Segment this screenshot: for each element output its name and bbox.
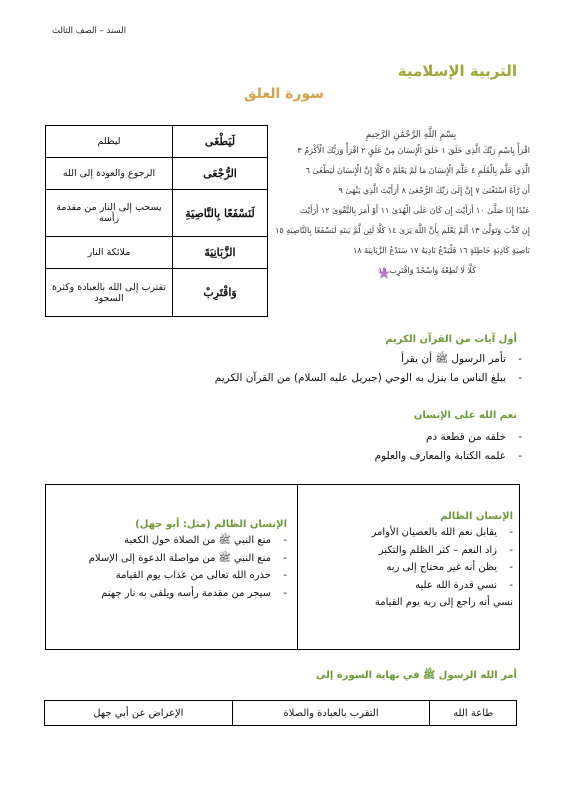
command-cell: التقرب بالعبادة والصلاة xyxy=(232,701,430,726)
list-item: -زاد النعم – كثر الظلم والتكبر xyxy=(378,544,513,556)
list-item: -يقابل نعم الله بالعصيان الأوامر xyxy=(371,527,513,538)
unjust-example-title: الإنسان الظالم (مثل: أبو جهل) xyxy=(135,519,287,530)
quran-line: إِن كَذَّبَ وَتَوَلَّىٰ ١٣ أَلَمْ يَعْلَم بِأَنَّ اللَّهَ يَرَىٰ ١٤ كَلَّا لَئِن لَّمْ يَنتَهِ لَنَسْفَعًا بِالنَّاصِيَةِ ١٥ xyxy=(275,226,530,235)
unjust-example-list xyxy=(55,532,287,602)
unjust-man-last-line: نسي أنه راجع إلى ربه يوم القيامة xyxy=(374,597,513,608)
vocab-row xyxy=(46,189,268,237)
list-item: -نسي قدرة الله عليه xyxy=(415,579,513,591)
vocab-row xyxy=(46,126,268,158)
list-item: -سيجر من مقدمة رأسه ويلقى به نار جهنم xyxy=(101,587,287,599)
unjust-man-column xyxy=(301,511,513,611)
list-item: -تأمر الرسول ﷺ أن يقرأ xyxy=(401,353,522,365)
list-item: -منع النبي ﷺ من مواصلة الدعوة إلى الإسلام xyxy=(88,552,287,564)
comparison-box xyxy=(45,484,520,650)
box-divider xyxy=(297,485,298,649)
unjust-example-column xyxy=(55,519,287,602)
vocab-meaning: تقترب إلى الله بالعبادة وكثرة السجود xyxy=(46,269,173,317)
vocab-word: لَنَسْفَعًا بِالنَّاصِيَةِ xyxy=(173,189,268,237)
vocab-row xyxy=(46,269,268,317)
quran-line: الَّذِي عَلَّمَ بِالْقَلَمِ ٤ عَلَّمَ الْإِنسَانَ مَا لَمْ يَعْلَمْ ٥ كَلَّا إِنَّ الْإِنسَانَ لَيَطْغَىٰ ٦ xyxy=(305,166,530,175)
quran-line: اقْرَأْ بِاسْمِ رَبِّكَ الَّذِي خَلَقَ ١ خَلَقَ الْإِنسَانَ مِنْ عَلَقٍ ٢ اقْرَأْ وَرَبُّكَ الْأَكْرَمُ ٣ xyxy=(297,146,530,155)
vocab-word: الرُّجْعَى xyxy=(173,157,268,189)
blessings-list xyxy=(52,428,522,466)
list-item: -يظن أنه غير محتاج إلى ربه xyxy=(386,562,513,573)
command-title: أمر الله الرسول ﷺ في نهاية السورة إلى xyxy=(316,670,517,681)
quran-line: أَن رَّآهُ اسْتَغْنَىٰ ٧ إِنَّ إِلَىٰ رَبِّكَ الرُّجْعَىٰ ٨ أَرَأَيْتَ الَّذِي يَنْهَىٰ ٩ xyxy=(338,186,530,195)
basmala: بِسْمِ اللَّهِ الرَّحْمَٰنِ الرَّحِيمِ xyxy=(365,130,457,140)
vocab-row xyxy=(46,237,268,269)
vocab-row xyxy=(46,157,268,189)
vocab-word: وَاقْتَرِبْ xyxy=(173,269,268,317)
list-item: -علمه الكتابة والمعارف والعلوم xyxy=(374,450,522,462)
command-table xyxy=(44,700,517,726)
first-verses-title: أول آيات من القرآن الكريم xyxy=(385,334,517,345)
blessings-title: نعم الله على الإنسان xyxy=(413,410,517,421)
vocab-meaning: يسحب إلى النار من مقدمة رأسه xyxy=(46,189,173,237)
quran-text-block xyxy=(275,124,530,287)
quran-line: نَاصِيَةٍ كَاذِبَةٍ خَاطِئَةٍ ١٦ فَلْيَدْعُ نَادِيَهُ ١٧ سَنَدْعُ الزَّبَانِيَةَ ١٨ xyxy=(353,246,530,255)
sajda-marker-icon xyxy=(378,267,390,279)
vocab-meaning: ملائكة النار xyxy=(46,237,173,269)
quran-line: كَلَّا لَا تُطِعْهُ وَاسْجُدْ وَاقْتَرِب ١٩ xyxy=(378,266,476,275)
vocab-table xyxy=(45,125,268,317)
command-cell: طاعة الله xyxy=(430,701,517,726)
quran-line: عَبْدًا إِذَا صَلَّىٰ ١٠ أَرَأَيْتَ إِن كَانَ عَلَى الْهُدَىٰ ١١ أَوْ أَمَرَ بِالتَّقْوَىٰ ١٢ أَرَأَيْتَ xyxy=(300,206,530,215)
vocab-word: الزَّبَانِيَةَ xyxy=(173,237,268,269)
table-row xyxy=(45,701,517,726)
unjust-man-title: الإنسان الظالم xyxy=(440,511,513,522)
vocab-meaning: الرجوع والعودة إلى الله xyxy=(46,157,173,189)
vocab-meaning: ليظلم xyxy=(46,126,173,158)
unjust-man-list xyxy=(301,524,513,594)
list-item: -يبلغ الناس ما ينزل به الوحي (جبريل عليه السلام) من القرآن الكريم xyxy=(214,372,522,384)
grade-header: السند – الصف الثالث xyxy=(52,26,127,36)
vocab-word: لَيَطْغَى xyxy=(173,126,268,158)
list-item: -خلقه من قطعة دم xyxy=(425,431,522,443)
list-item: -منع النبي ﷺ من الصلاة حول الكعبة xyxy=(124,535,287,546)
first-verses-list xyxy=(52,350,522,388)
subject-title: التربية الإسلامية xyxy=(397,62,517,80)
surah-title: سورة العلق xyxy=(244,86,325,102)
list-item: -حذره الله تعالى من عذاب يوم القيامة xyxy=(115,570,287,581)
command-cell: الإعراض عن أبي جهل xyxy=(45,701,233,726)
